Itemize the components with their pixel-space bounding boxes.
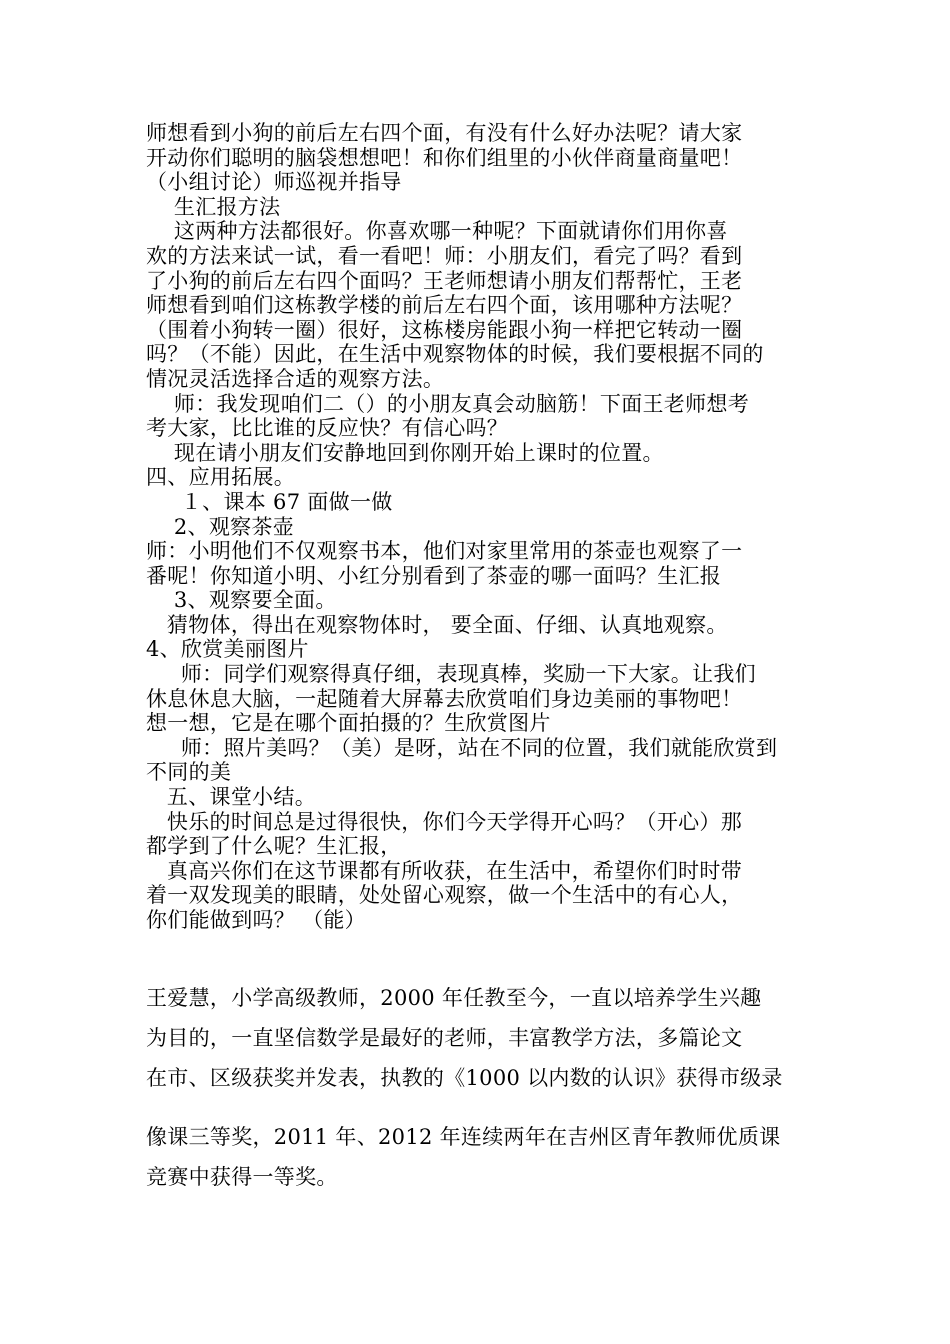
section-heading: 四、应用拓展。 (146, 465, 296, 490)
teacher-bio (146, 978, 826, 1197)
text-line: 不同的美 (146, 760, 232, 785)
text-line: 你们能做到吗？ （能） (146, 908, 366, 932)
text-line: 考大家，比比谁的反应快？有信心吗？ (146, 416, 509, 441)
text-line: 师：小明他们不仅观察书本，他们对家里常用的茶壶也观察了一 (146, 539, 743, 564)
text-line: 师想看到小狗的前后左右四个面，有没有什么好办法呢？请大家 (146, 121, 743, 145)
lesson-text (146, 121, 826, 933)
text-line: 开动你们聪明的脑袋想想吧！和你们组里的小伙伴商量商量吧！ (146, 145, 743, 170)
text-line: 师：我发现咱们二（）的小朋友真会动脑筋！下面王老师想考 (146, 391, 749, 416)
text-line: 3、观察要全面。 (146, 588, 337, 613)
bio-line: 为目的，一直坚信数学是最好的老师，丰富教学方法，多篇论文 (146, 1026, 743, 1050)
text-line: 师想看到咱们这栋教学楼的前后左右四个面，该用哪种方法呢？ (146, 293, 743, 318)
text-line: １、课本 67 面做一做 (146, 489, 393, 514)
text-line: 番呢！你知道小明、小红分别看到了茶壶的哪一面吗？生汇报 (146, 563, 722, 588)
bio-line: 竞赛中获得一等奖。 (146, 1165, 338, 1189)
text-line: 师：照片美吗？（美）是呀，站在不同的位置，我们就能欣赏到 (146, 735, 778, 760)
text-line: 快乐的时间总是过得很快，你们今天学得开心吗？（开心）那 (146, 809, 743, 834)
text-line: 2、观察茶壶 (146, 514, 295, 539)
text-line: 吗？（不能）因此，在生活中观察物体的时候，我们要根据不同的 (146, 342, 764, 367)
text-line: 了小狗的前后左右四个面吗？王老师想请小朋友们帮帮忙，王老 (146, 268, 743, 293)
text-line: 欢的方法来试一试，看一看吧！师：小朋友们，看完了吗？看到 (146, 243, 743, 268)
section-heading: 4、欣赏美丽图片 (146, 637, 309, 662)
bio-line: 像课三等奖，2011 年、2012 年连续两年在吉州区青年教师优质课 (146, 1125, 781, 1149)
text-line: （小组讨论）师巡视并指导 (146, 170, 402, 195)
bio-line: 王爱慧，小学高级教师，2000 年任教至今，一直以培养学生兴趣 (146, 986, 762, 1010)
text-line: 现在请小朋友们安静地回到你刚开始上课时的位置。 (146, 440, 664, 465)
text-line: （围着小狗转一圈）很好，这栋楼房能跟小狗一样把它转动一圈 (146, 317, 743, 342)
text-line: 生汇报方法 (146, 194, 281, 219)
text-line: 休息休息大脑，一起随着大屏幕去欣赏咱们身边美丽的事物吧！ (146, 686, 743, 711)
section-heading: 五、课堂小结。 (146, 785, 317, 810)
text-line: 想一想，它是在哪个面拍摄的？生欣赏图片 (146, 711, 551, 736)
text-line: 这两种方法都很好。你喜欢哪一种呢？下面就请你们用你喜 (146, 219, 728, 244)
text-line: 着一双发现美的眼睛，处处留心观察，做一个生活中的有心人， (146, 883, 743, 908)
text-line: 都学到了什么呢？生汇报， (146, 834, 402, 859)
text-line: 情况灵活选择合适的观察方法。 (146, 366, 445, 391)
bio-line: 在市、区级获奖并发表，执教的《1000 以内数的认识》获得市级录 (146, 1066, 783, 1090)
text-line: 猜物体，得出在观察物体时， 要全面、仔细、认真地观察。 (146, 612, 728, 637)
text-line: 师：同学们观察得真仔细，表现真棒，奖励一下大家。让我们 (146, 662, 756, 687)
text-line: 真高兴你们在这节课都有所收获，在生活中，希望你们时时带 (146, 858, 743, 883)
